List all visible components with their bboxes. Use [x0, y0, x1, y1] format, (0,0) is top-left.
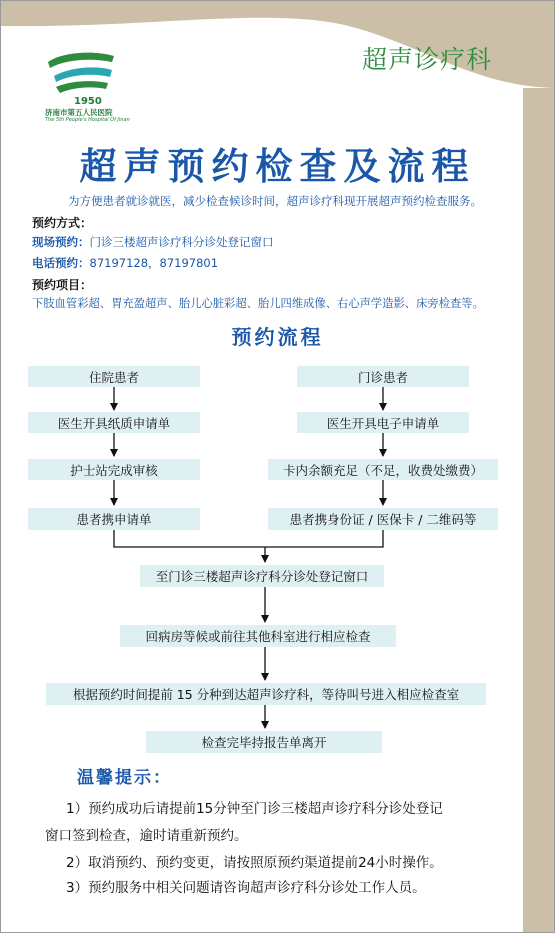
items-heading: 预约项目：	[32, 278, 93, 292]
flow-outpatient-step: 卡内余额充足（不足，收费处缴费）	[268, 459, 498, 480]
flow-common-step: 回病房等候或前往其他科室进行相应检查	[120, 625, 396, 647]
methods-heading: 预约方式：	[32, 216, 93, 230]
hospital-name-cn: 济南市第五人民医院	[45, 108, 113, 117]
tip-item: 3）预约服务中相关问题请咨询超声诊疗科分诊处工作人员。	[66, 880, 426, 896]
onsite-label: 现场预约：	[32, 235, 90, 249]
onsite-text: 门诊三楼超声诊疗科分诊处登记窗口	[89, 235, 274, 249]
flow-inpatient-start: 住院患者	[28, 366, 200, 387]
tip-item: 窗口签到检查，逾时请重新预约。	[45, 828, 248, 844]
flow-common-step: 至门诊三楼超声诊疗科分诊处登记窗口	[140, 565, 384, 587]
intro-text: 为方便患者就诊就医，减少检查候诊时间，超声诊疗科现开展超声预约检查服务。	[68, 194, 482, 208]
logo-year: 1950	[74, 96, 102, 107]
flow-outpatient-step: 医生开具电子申请单	[297, 412, 469, 433]
phone-text: 87197128，87197801	[89, 256, 219, 270]
flow-title: 预约流程	[231, 325, 324, 349]
tips-title: 温馨提示：	[77, 768, 172, 788]
flow-inpatient-step: 患者携申请单	[28, 508, 200, 530]
flow-inpatient-step: 医生开具纸质申请单	[28, 412, 200, 433]
department-name: 超声诊疗科	[362, 45, 493, 74]
flow-common-step: 根据预约时间提前 15 分种到达超声诊疗科，等待叫号进入相应检查室	[46, 683, 486, 705]
flow-outpatient-step: 患者携身份证 / 医保卡 / 二维码等	[268, 508, 498, 530]
items-text: 下肢血管彩超、胃充盈超声、胎儿心脏彩超、胎儿四维成像、右心声学造影、床旁检查等。	[32, 297, 484, 310]
flow-inpatient-step: 护士站完成审核	[28, 459, 200, 480]
hospital-name-en: The 5th People's Hospital Of Jinan	[45, 117, 130, 123]
page-title: 超声预约检查及流程	[79, 145, 476, 188]
tip-item: 2）取消预约、预约变更，请按照原预约渠道提前24小时操作。	[66, 855, 443, 871]
flow-outpatient-start: 门诊患者	[297, 366, 469, 387]
phone-label: 电话预约：	[32, 256, 90, 270]
flow-common-step: 检查完毕持报告单离开	[146, 731, 382, 753]
tip-item: 1）预约成功后请提前15分钟至门诊三楼超声诊疗科分诊处登记	[66, 801, 443, 817]
